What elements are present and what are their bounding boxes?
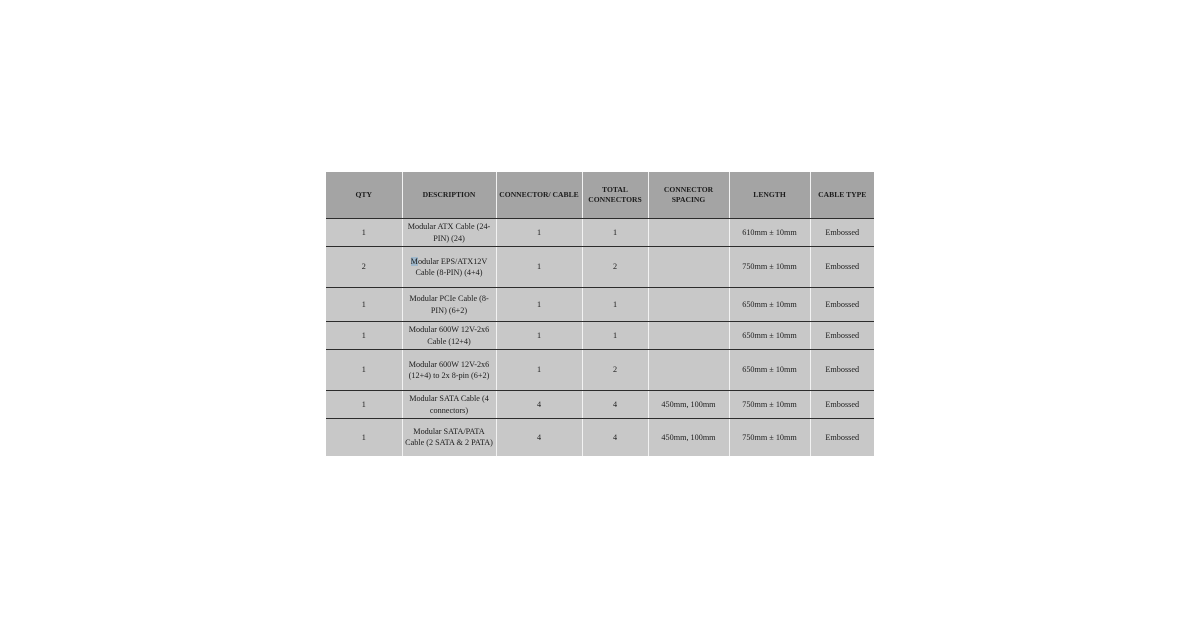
cell-connector-spacing [648, 247, 729, 288]
cell-cable-type: Embossed [810, 288, 874, 322]
cell-connector-spacing: 450mm, 100mm [648, 391, 729, 419]
table-row [326, 322, 874, 350]
cell-cable-type: Embossed [810, 322, 874, 350]
cell-qty: 1 [326, 391, 402, 419]
cell-connector-spacing [648, 322, 729, 350]
table-row [326, 247, 874, 288]
cell-connector-spacing [648, 219, 729, 247]
cell-description: Modular PCIe Cable (8-PIN) (6+2) [402, 288, 496, 322]
cell-connector-cable: 1 [496, 322, 582, 350]
cell-description: Modular 600W 12V-2x6 (12+4) to 2x 8-pin (6+2) [402, 350, 496, 391]
cell-total-connectors: 1 [582, 219, 648, 247]
table-row [326, 219, 874, 247]
cell-connector-cable: 1 [496, 288, 582, 322]
header-qty: QTY [326, 172, 402, 219]
header-length: LENGTH [729, 172, 810, 219]
cell-length: 650mm ± 10mm [729, 288, 810, 322]
cell-connector-spacing: 450mm, 100mm [648, 419, 729, 456]
cell-qty: 1 [326, 322, 402, 350]
cell-description [402, 247, 496, 288]
cell-connector-cable: 4 [496, 419, 582, 456]
cell-description: Modular 600W 12V-2x6 Cable (12+4) [402, 322, 496, 350]
cell-total-connectors: 4 [582, 391, 648, 419]
cell-length: 650mm ± 10mm [729, 322, 810, 350]
cable-spec-table [326, 172, 874, 456]
cell-length: 610mm ± 10mm [729, 219, 810, 247]
cell-connector-cable: 4 [496, 391, 582, 419]
cell-length: 650mm ± 10mm [729, 350, 810, 391]
header-connector-cable: CONNECTOR/ CABLE [496, 172, 582, 219]
header-total-connectors: TOTAL CONNECTORS [582, 172, 648, 219]
cell-qty: 2 [326, 247, 402, 288]
cell-length: 750mm ± 10mm [729, 247, 810, 288]
header-description: DESCRIPTION [402, 172, 496, 219]
cell-cable-type: Embossed [810, 247, 874, 288]
cell-qty: 1 [326, 219, 402, 247]
cell-length: 750mm ± 10mm [729, 391, 810, 419]
cell-connector-cable: 1 [496, 350, 582, 391]
table-header-row [326, 172, 874, 219]
cell-connector-spacing [648, 350, 729, 391]
cell-cable-type: Embossed [810, 419, 874, 456]
cell-connector-spacing [648, 288, 729, 322]
cell-description: Modular SATA/PATA Cable (2 SATA & 2 PATA) [402, 419, 496, 456]
selected-text-highlight: M [410, 256, 418, 266]
cell-cable-type: Embossed [810, 219, 874, 247]
cell-qty: 1 [326, 419, 402, 456]
cell-total-connectors: 2 [582, 350, 648, 391]
table-row [326, 419, 874, 456]
cell-connector-cable: 1 [496, 247, 582, 288]
cell-cable-type: Embossed [810, 391, 874, 419]
cell-total-connectors: 4 [582, 419, 648, 456]
table-row [326, 350, 874, 391]
cell-total-connectors: 1 [582, 288, 648, 322]
cell-qty: 1 [326, 350, 402, 391]
cell-cable-type: Embossed [810, 350, 874, 391]
header-connector-spacing: CONNECTOR SPACING [648, 172, 729, 219]
header-cable-type: CABLE TYPE [810, 172, 874, 219]
cell-qty: 1 [326, 288, 402, 322]
table-row [326, 288, 874, 322]
cell-description: Modular SATA Cable (4 connectors) [402, 391, 496, 419]
cell-connector-cable: 1 [496, 219, 582, 247]
cell-description: Modular ATX Cable (24-PIN) (24) [402, 219, 496, 247]
table-row [326, 391, 874, 419]
description-text: odular EPS/ATX12V Cable (8-PIN) (4+4) [415, 256, 488, 277]
cell-total-connectors: 1 [582, 322, 648, 350]
cell-length: 750mm ± 10mm [729, 419, 810, 456]
cell-total-connectors: 2 [582, 247, 648, 288]
